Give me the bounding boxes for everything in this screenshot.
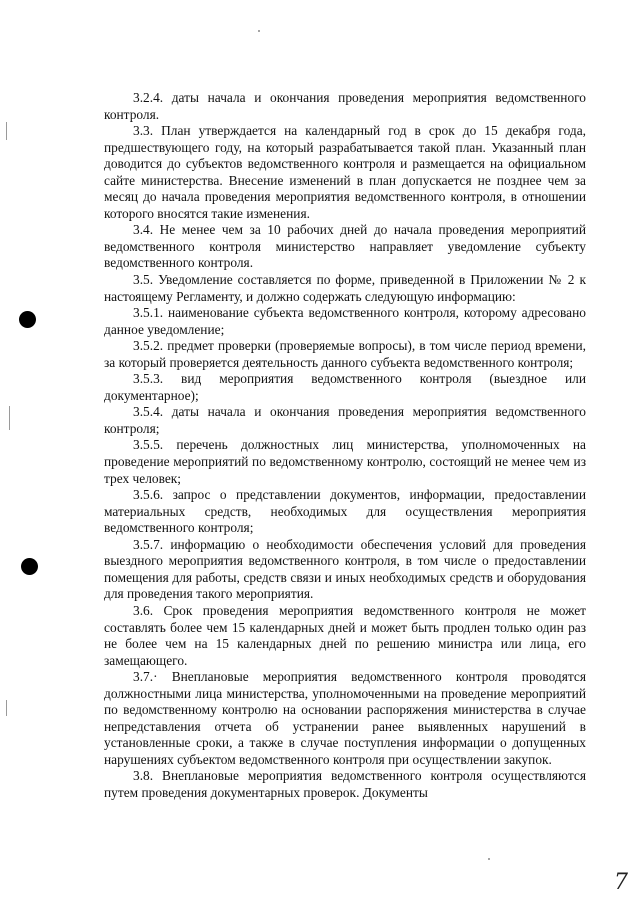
paragraph-3-8: 3.8. Внеплановые мероприятия ведомственного контроля осуществляются путем проведения документарных проверок. Документы xyxy=(104,768,586,800)
paragraph-3-5-4: 3.5.4. даты начала и окончания проведения мероприятия ведомственного контроля; xyxy=(104,404,586,436)
scan-mark xyxy=(6,122,7,140)
paragraph-3-5-7: 3.5.7. информацию о необходимости обеспечения условий для проведения выездного мероприятия ведомственного контроля, в том числе о предоставлении помещения для работы, средств связи и иных необходимых средств и оборудования для проведения такого мероприятия. xyxy=(104,536,586,602)
paragraph-3-5-3: 3.5.3. вид мероприятия ведомственного контроля (выездное или документарное); xyxy=(104,371,586,403)
paragraph-3-5: 3.5. Уведомление составляется по форме, приведенной в Приложении № 2 к настоящему Регламенту, и должно содержать следующую информацию: xyxy=(104,272,586,304)
paragraph-3-7: 3.7.· Внеплановые мероприятия ведомственного контроля проводятся должностными лица министерства, уполномоченными на проведение мероприятий по ведомственному контролю на основании распоряжения министерства в случае непредставления отчета об устранении ранее выявленных нарушений в установленные сроки, а также в случае поступления информации о допущенных нарушениях субъектом ведомственного контроля при осуществлении закупок. xyxy=(104,669,586,767)
punch-hole-icon xyxy=(19,311,36,328)
paragraph-3-2-4: 3.2.4. даты начала и окончания проведения мероприятия ведомственного контроля. xyxy=(104,90,586,122)
paragraph-3-5-6: 3.5.6. запрос о представлении документов, информации, предоставлении материальных средств, необходимых для осуществления мероприятия ведомственного контроля; xyxy=(104,487,586,536)
document-body xyxy=(104,90,586,802)
punch-hole-icon xyxy=(21,558,38,575)
scan-mark xyxy=(6,700,7,716)
paragraph-3-5-2: 3.5.2. предмет проверки (проверяемые вопросы), в том числе период времени, за который проверяется деятельность данного субъекта ведомственного контроля; xyxy=(104,338,586,370)
scan-mark xyxy=(9,406,10,430)
paragraph-3-6: 3.6. Срок проведения мероприятия ведомственного контроля не может составлять более чем 15 календарных дней и может быть продлен только один раз не более чем на 15 календарных дней по решению министра или лица, его замещающего. xyxy=(104,602,586,668)
paragraph-3-5-1: 3.5.1. наименование субъекта ведомственного контроля, которому адресовано данное уведомление; xyxy=(104,305,586,337)
paragraph-3-4: 3.4. Не менее чем за 10 рабочих дней до начала проведения мероприятий ведомственного контроля министерство направляет уведомление субъекту ведомственного контроля. xyxy=(104,222,586,271)
scan-mark xyxy=(258,30,260,32)
page-number: 7 xyxy=(614,870,628,895)
scan-mark xyxy=(488,858,490,860)
paragraph-3-5-5: 3.5.5. перечень должностных лиц министерства, уполномоченных на проведение мероприятий по ведомственному контролю, состоящий не менее чем из трех человек; xyxy=(104,437,586,486)
paragraph-3-3: 3.3. План утверждается на календарный год в срок до 15 декабря года, предшествующего году, на который разрабатывается такой план. Указанный план доводится до субъектов ведомственного контроля и размещается на официальном сайте министерства. Внесение изменений в план допускается не позднее чем за месяц до начала проведения мероприятия ведомственного контроля, в отношении которого вносятся такие изменения. xyxy=(104,123,586,221)
